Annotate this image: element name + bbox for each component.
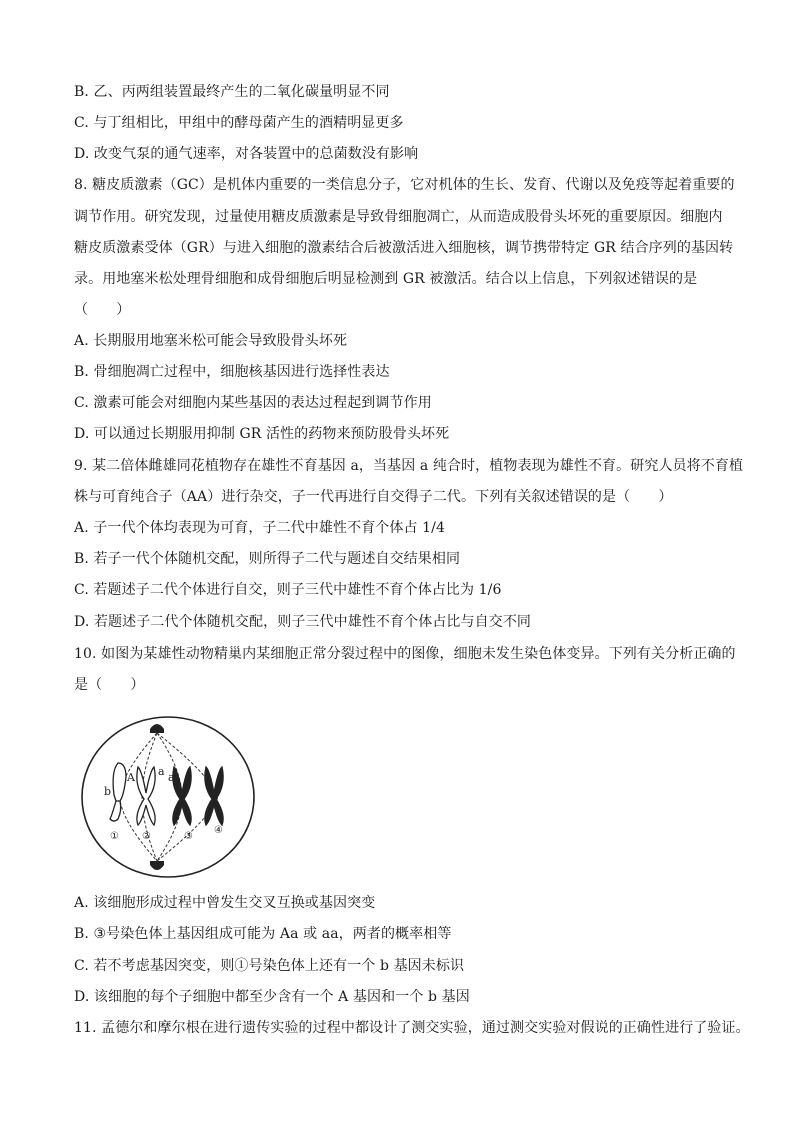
q7-option-d[interactable]: D. 改变气泵的通气速率，对各装置中的总菌数没有影响: [74, 146, 419, 162]
chromosome-number-1: ①: [110, 831, 119, 842]
q9-option-d[interactable]: D. 若题述子二代个体随机交配，则子三代中雄性不育个体占比与自交不同: [74, 614, 532, 630]
q8-stem-line-3: 糖皮质激素受体（GR）与进入细胞的激素结合后被激活进入细胞核，调节携带特定 GR 结合序列的基因转: [74, 240, 734, 256]
q8-option-d[interactable]: D. 可以通过长期服用抑制 GR 活性的药物来预防股骨头坏死: [74, 426, 450, 442]
q9-option-b[interactable]: B. 若子一代个体随机交配，则所得子二代与题述自交结果相同: [74, 551, 461, 567]
q9-option-a[interactable]: A. 子一代个体均表现为可育，子二代中雄性不育个体占 1/4: [74, 520, 445, 536]
q9-stem-line-1: 9. 某二倍体雌雄同花植物存在雄性不育基因 a，当基因 a 纯合时，植物表现为雄性不育。研究人员将不育植: [74, 458, 744, 474]
gene-label-a-chromosome-3: a: [168, 771, 175, 784]
q8-option-a[interactable]: A. 长期服用地塞米松可能会导致股骨头坏死: [74, 333, 348, 349]
chromosome-3: [173, 767, 191, 825]
chromosome-number-4: ④: [214, 825, 223, 836]
chromosome-2: [137, 767, 155, 825]
q10-option-c[interactable]: C. 若不考虑基因突变，则①号染色体上还有一个 b 基因未标识: [74, 958, 465, 974]
spindle-fibers: [120, 733, 218, 861]
gene-label-b: b: [104, 785, 112, 798]
chromosome-4: [205, 767, 223, 825]
q7-option-b[interactable]: B. 乙、丙两组装置最终产生的二氧化碳量明显不同: [74, 84, 390, 100]
q10-stem-line-1: 10. 如图为某雄性动物精巢内某细胞正常分裂过程中的图像，细胞未发生染色体变异。下列有关分析正确的: [74, 646, 736, 662]
q9-option-c[interactable]: C. 若题述子二代个体进行自交，则子三代中雄性不育个体占比为 1/6: [74, 582, 502, 598]
q8-stem-line-2: 调节作用。研究发现，过量使用糖皮质激素是导致骨细胞凋亡，从而造成股骨头坏死的重要原因。细胞内: [74, 209, 723, 225]
chromosome-number-2: ②: [142, 831, 151, 842]
q8-stem-line-5: （ ）: [74, 302, 131, 318]
q11-stem-line-1: 11. 孟德尔和摩尔根在进行遗传实验的过程中都设计了测交实验，通过测交实验对假说的正确性进行了验证。: [74, 1020, 750, 1036]
centrosome-bottom: [150, 861, 164, 870]
q7-option-c[interactable]: C. 与丁组相比，甲组中的酵母菌产生的酒精明显更多: [74, 115, 404, 131]
cell-diagram: [80, 715, 256, 880]
q10-option-b[interactable]: B. ③号染色体上基因组成可能为 Aa 或 aa，两者的概率相等: [74, 926, 452, 942]
centrosome-top: [150, 724, 164, 733]
cell-division-figure: [80, 715, 256, 880]
q10-option-d[interactable]: D. 该细胞的每个子细胞中都至少含有一个 A 基因和一个 b 基因: [74, 989, 470, 1005]
gene-label-A: A: [127, 771, 135, 784]
chromosome-number-3: ③: [184, 831, 193, 842]
q8-option-c[interactable]: C. 激素可能会对细胞内某些基因的表达过程起到调节作用: [74, 395, 432, 411]
q8-stem-line-1: 8. 糖皮质激素（GC）是机体内重要的一类信息分子，它对机体的生长、发育、代谢以及免疫等起着重要的: [74, 177, 735, 193]
q10-stem-line-2: 是（ ）: [74, 677, 145, 693]
q10-option-a[interactable]: A. 该细胞形成过程中曾发生交叉互换或基因突变: [74, 895, 376, 911]
gene-label-a-chromosome-2: a: [158, 765, 165, 778]
q8-option-b[interactable]: B. 骨细胞凋亡过程中，细胞核基因进行选择性表达: [74, 364, 390, 380]
q9-stem-line-2: 株与可育纯合子（AA）进行杂交，子一代再进行自交得子二代。下列有关叙述错误的是（ ）: [74, 489, 673, 505]
q8-stem-line-4: 录。用地塞米松处理骨细胞和成骨细胞后明显检测到 GR 被激活。结合以上信息，下列叙述错误的是: [74, 271, 698, 287]
